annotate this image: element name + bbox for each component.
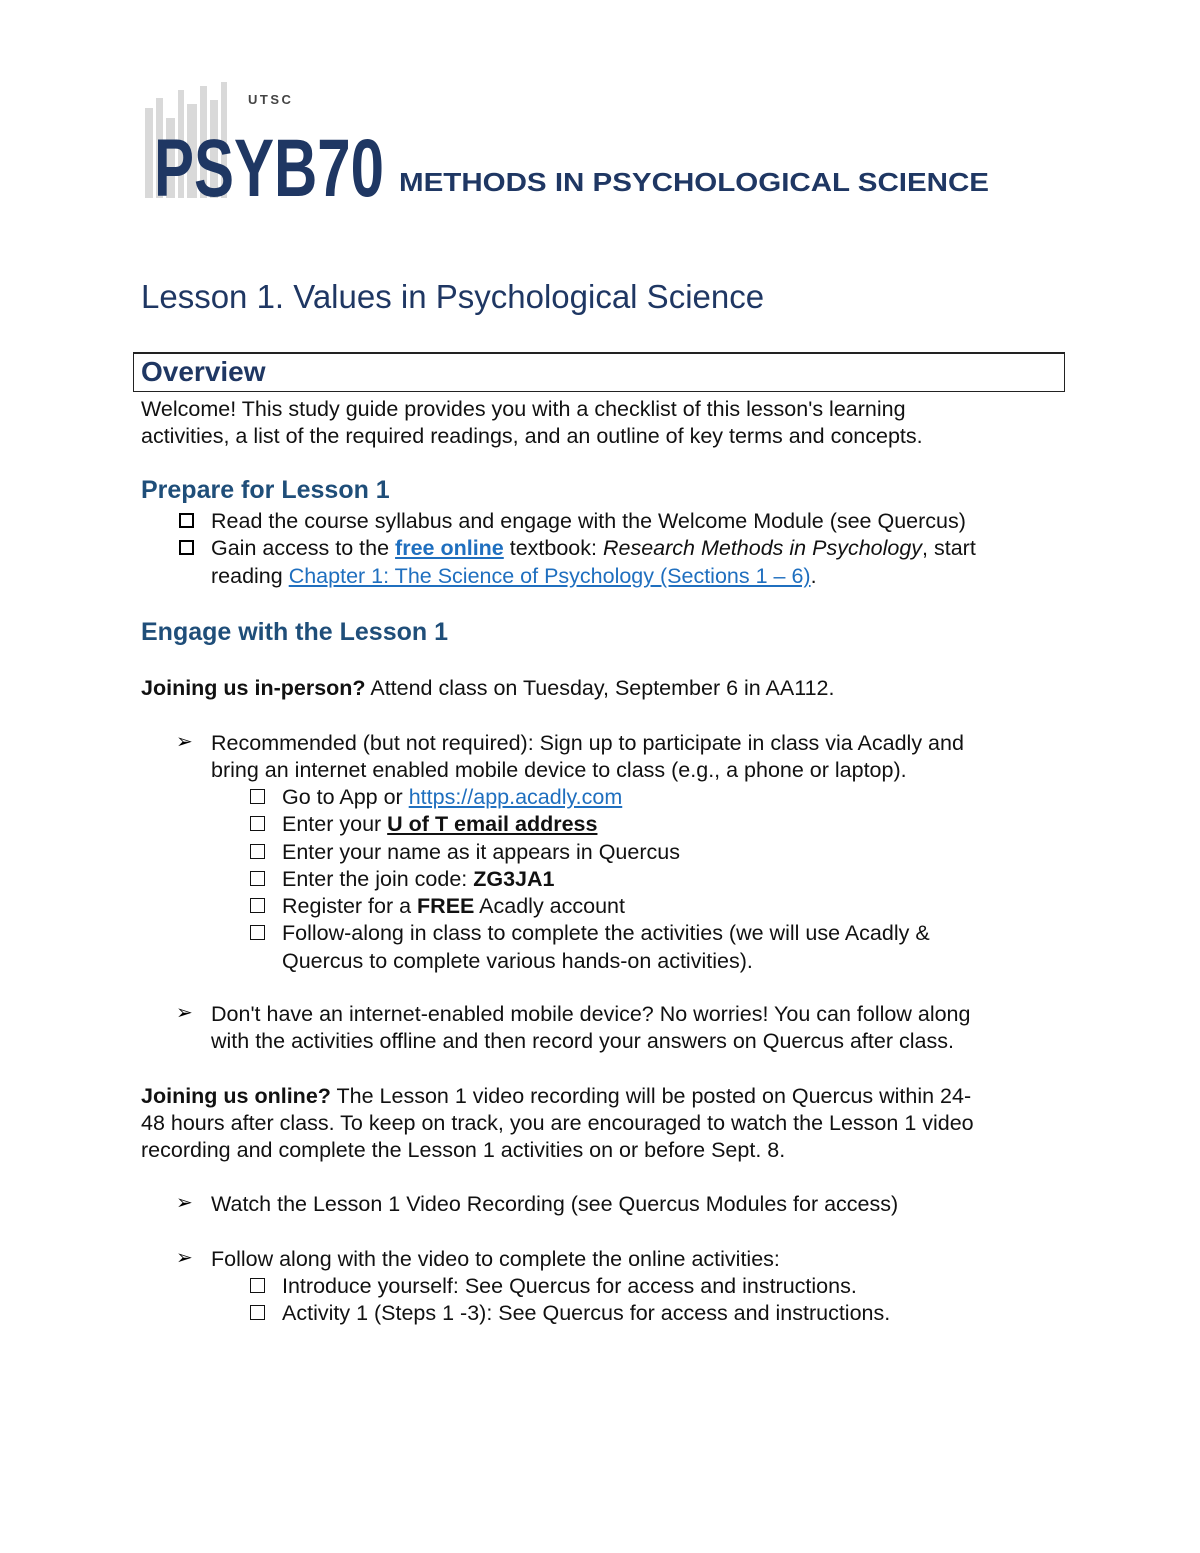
logo-course-title: METHODS IN PSYCHOLOGICAL SCIENCE	[399, 167, 989, 197]
arrow-bullet-icon: ➢	[176, 1002, 193, 1024]
checkbox-icon[interactable]	[179, 540, 194, 555]
in-person-paragraph: Joining us in-person? Attend class on Tuesday, September 6 in AA112.	[141, 676, 835, 700]
acadly-step-join-code: Enter the join code: ZG3JA1	[282, 867, 555, 891]
arrow-bullet-icon: ➢	[176, 1247, 193, 1269]
checkbox-icon[interactable]	[250, 816, 265, 831]
overview-text-line1: Welcome! This study guide provides you with a checklist of this lesson's learning	[141, 397, 906, 421]
acadly-step-follow-line1: Follow-along in class to complete the activities (we will use Acadly &	[282, 921, 930, 945]
checkbox-icon[interactable]	[179, 513, 194, 528]
checkbox-icon[interactable]	[250, 898, 265, 913]
overview-heading: Overview	[141, 356, 266, 387]
acadly-step-email: Enter your U of T email address	[282, 812, 598, 836]
checkbox-icon[interactable]	[250, 1305, 265, 1320]
free-online-link[interactable]: free online	[395, 536, 504, 560]
overview-box	[133, 352, 1065, 392]
join-code: ZG3JA1	[473, 867, 555, 891]
watch-recording: Watch the Lesson 1 Video Recording (see Quercus Modules for access)	[211, 1192, 899, 1216]
textbook-title: Research Methods in Psychology	[602, 536, 923, 560]
lesson-title: Lesson 1. Values in Psychological Science	[141, 278, 765, 315]
activity-introduce-yourself: Introduce yourself: See Quercus for access and instructions.	[282, 1274, 857, 1298]
prepare-item-textbook: Gain access to the free online textbook: Research Methods in Psychology, start	[211, 536, 976, 560]
acadly-step-register: Register for a FREE Acadly account	[282, 894, 625, 918]
online-paragraph-line1: Joining us online? The Lesson 1 video recording will be posted on Quercus within 24-	[141, 1084, 972, 1108]
prepare-heading: Prepare for Lesson 1	[141, 476, 390, 504]
logo-campus: UTSC	[248, 92, 294, 107]
arrow-bullet-icon: ➢	[176, 731, 193, 753]
acadly-link[interactable]: https://app.acadly.com	[408, 785, 623, 809]
acadly-step-name: Enter your name as it appears in Quercus	[282, 840, 680, 864]
follow-along-video: Follow along with the video to complete the online activities:	[211, 1247, 780, 1271]
prepare-item-textbook-line2: reading Chapter 1: The Science of Psychology (Sections 1 – 6).	[211, 564, 817, 588]
overview-text-line2: activities, a list of the required readings, and an outline of key terms and concepts.	[141, 424, 923, 448]
recommended-line2: bring an internet enabled mobile device to class (e.g., a phone or laptop).	[211, 758, 907, 782]
no-device-line1: Don't have an internet-enabled mobile device? No worries! You can follow along	[211, 1002, 971, 1026]
arrow-bullet-icon: ➢	[176, 1192, 193, 1214]
online-paragraph-line3: recording and complete the Lesson 1 activities on or before Sept. 8.	[141, 1138, 786, 1162]
acadly-step-go-to-app: Go to App or https://app.acadly.com	[282, 785, 623, 809]
checkbox-icon[interactable]	[250, 925, 265, 940]
engage-heading: Engage with the Lesson 1	[141, 618, 448, 646]
course-logo	[140, 78, 1010, 208]
acadly-step-follow-line2: Quercus to complete various hands-on activities).	[282, 949, 753, 973]
checkbox-icon[interactable]	[250, 1278, 265, 1293]
checkbox-icon[interactable]	[250, 789, 265, 804]
chapter-1-link[interactable]: Chapter 1: The Science of Psychology (Sections 1 – 6)	[288, 564, 811, 588]
online-paragraph-line2: 48 hours after class. To keep on track, you are encouraged to watch the Lesson 1 video	[141, 1111, 974, 1135]
logo-course-code: PSYB70	[154, 123, 384, 208]
no-device-line2: with the activities offline and then record your answers on Quercus after class.	[211, 1029, 954, 1053]
activity-1: Activity 1 (Steps 1 -3): See Quercus for access and instructions.	[282, 1301, 891, 1325]
recommended-line1: Recommended (but not required): Sign up to participate in class via Acadly and	[211, 731, 964, 755]
prepare-item-syllabus: Read the course syllabus and engage with the Welcome Module (see Quercus)	[211, 509, 966, 533]
checkbox-icon[interactable]	[250, 871, 265, 886]
checkbox-icon[interactable]	[250, 844, 265, 859]
